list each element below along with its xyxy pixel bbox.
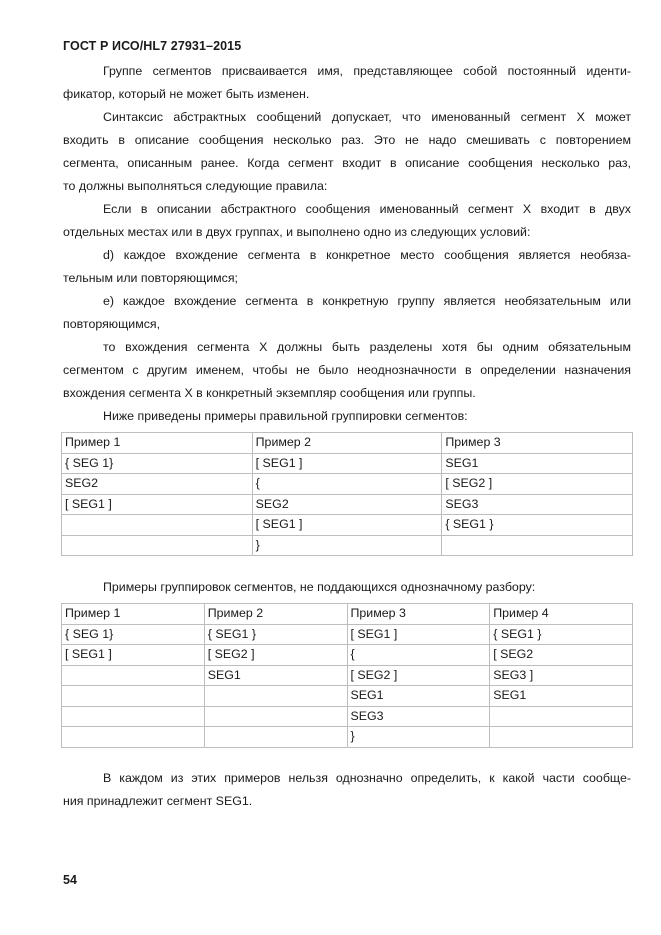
table-cell (62, 727, 205, 748)
document-header: ГОСТ Р ИСО/HL7 27931–2015 (63, 39, 242, 53)
paragraph-correct-examples-intro (63, 405, 631, 428)
table-cell: { SEG1 } (442, 515, 633, 536)
table-row (62, 727, 633, 748)
text-line: то вхождения сегмента X должны быть разделены хотя бы одним обязательным (103, 340, 631, 354)
table-cell: [ SEG1 ] (252, 453, 442, 474)
table-cell: SEG1 (347, 686, 490, 707)
table-cell: [ SEG1 ] (252, 515, 442, 536)
table-cell (62, 515, 253, 536)
text-line: фикатор, который не может быть изменен. (63, 87, 310, 101)
table-cell: [ SEG2 (490, 645, 633, 666)
table-cell: SEG1 (490, 686, 633, 707)
table-row (62, 453, 633, 474)
paragraph-conclusion (63, 767, 631, 813)
paragraph-group-name (63, 60, 631, 106)
text-line: Если в описании абстрактного сообщения именованный сегмент X входит в двух (103, 202, 631, 216)
list-item-e (63, 290, 631, 336)
table-cell (490, 706, 633, 727)
table-cell: { SEG 1} (62, 453, 253, 474)
ambiguous-grouping-table (61, 603, 633, 748)
page-number: 54 (63, 873, 77, 887)
table-row (62, 686, 633, 707)
table-cell: [ SEG2 ] (442, 474, 633, 495)
text-line: e) каждое вхождение сегмента в конкретную группу является необязательным или (103, 294, 631, 308)
table-cell: SEG3 (442, 494, 633, 515)
table-cell: [ SEG1 ] (347, 624, 490, 645)
table-cell: [ SEG2 ] (204, 645, 347, 666)
table-header-cell: Пример 1 (62, 433, 253, 454)
table-cell (204, 727, 347, 748)
text-line: ния принадлежит сегмент SEG1. (63, 794, 253, 808)
table-row (62, 645, 633, 666)
table-header-cell: Пример 4 (490, 604, 633, 625)
text-line: отдельных местах или в двух группах, и выполнено одно из следующих условий: (63, 225, 531, 239)
table-row (62, 706, 633, 727)
table-cell: SEG3 ] (490, 665, 633, 686)
table-row (62, 624, 633, 645)
text-line: Ниже приведены примеры правильной группировки сегментов: (103, 409, 468, 423)
paragraph-condition (63, 198, 631, 244)
table-cell (62, 535, 253, 556)
paragraph-ambiguous-examples-intro (63, 576, 631, 599)
text-line: d) каждое вхождение сегмента в конкретное место сообщения является необяза- (103, 248, 631, 262)
table-cell: SEG2 (62, 474, 253, 495)
table-cell: { SEG1 } (490, 624, 633, 645)
table-row (62, 474, 633, 495)
paragraph-separation-rule (63, 336, 631, 405)
text-line: сегментом с другим именем, чтобы не было неоднозначности в определении назначения (63, 363, 631, 377)
table-cell: SEG3 (347, 706, 490, 727)
table-header-cell: Пример 2 (204, 604, 347, 625)
text-line: то должны выполняться следующие правила: (63, 179, 328, 193)
text-line: Группе сегментов присваивается имя, представляющее собой постоянный иденти- (103, 64, 631, 78)
table-header-cell: Пример 1 (62, 604, 205, 625)
table-row (62, 494, 633, 515)
text-line: повторяющимся, (63, 317, 161, 331)
table-header-cell: Пример 2 (252, 433, 442, 454)
table-header-cell: Пример 3 (442, 433, 633, 454)
table-cell (62, 706, 205, 727)
table-cell: { SEG1 } (204, 624, 347, 645)
table-cell: [ SEG1 ] (62, 645, 205, 666)
text-line: Синтаксис абстрактных сообщений допускает, что именованный сегмент X может (103, 110, 631, 124)
table-cell: SEG2 (252, 494, 442, 515)
table-cell (490, 727, 633, 748)
text-line: тельным или повторяющимся; (63, 271, 238, 285)
text-line: входить в описание сообщения несколько раз. Это не надо смешивать с повторением (63, 133, 631, 147)
table-cell: { (347, 645, 490, 666)
table-row (62, 665, 633, 686)
table-header-row (62, 433, 633, 454)
correct-grouping-table (61, 432, 633, 556)
table-cell: { (252, 474, 442, 495)
text-line: сегмента, описанным ранее. Когда сегмент входит в описание сообщения несколько раз, (63, 156, 631, 170)
table-cell (62, 686, 205, 707)
table-cell (442, 535, 633, 556)
table-row (62, 515, 633, 536)
table-row (62, 535, 633, 556)
text-line: вхождения сегмента X в конкретный экземпляр сообщения или группы. (63, 386, 476, 400)
table-cell: [ SEG1 ] (62, 494, 253, 515)
text-line: Примеры группировок сегментов, не поддающихся однозначному разбору: (103, 580, 536, 594)
text-line: В каждом из этих примеров нельзя однозначно определить, к какой части сообще- (103, 771, 631, 785)
table-cell: { SEG 1} (62, 624, 205, 645)
table-cell (62, 665, 205, 686)
table-cell (204, 686, 347, 707)
table-header-cell: Пример 3 (347, 604, 490, 625)
paragraph-syntax (63, 106, 631, 198)
table-cell: SEG1 (204, 665, 347, 686)
table-cell: } (252, 535, 442, 556)
table-header-row (62, 604, 633, 625)
table-cell: } (347, 727, 490, 748)
table-cell: SEG1 (442, 453, 633, 474)
list-item-d (63, 244, 631, 290)
table-cell: [ SEG2 ] (347, 665, 490, 686)
table-cell (204, 706, 347, 727)
